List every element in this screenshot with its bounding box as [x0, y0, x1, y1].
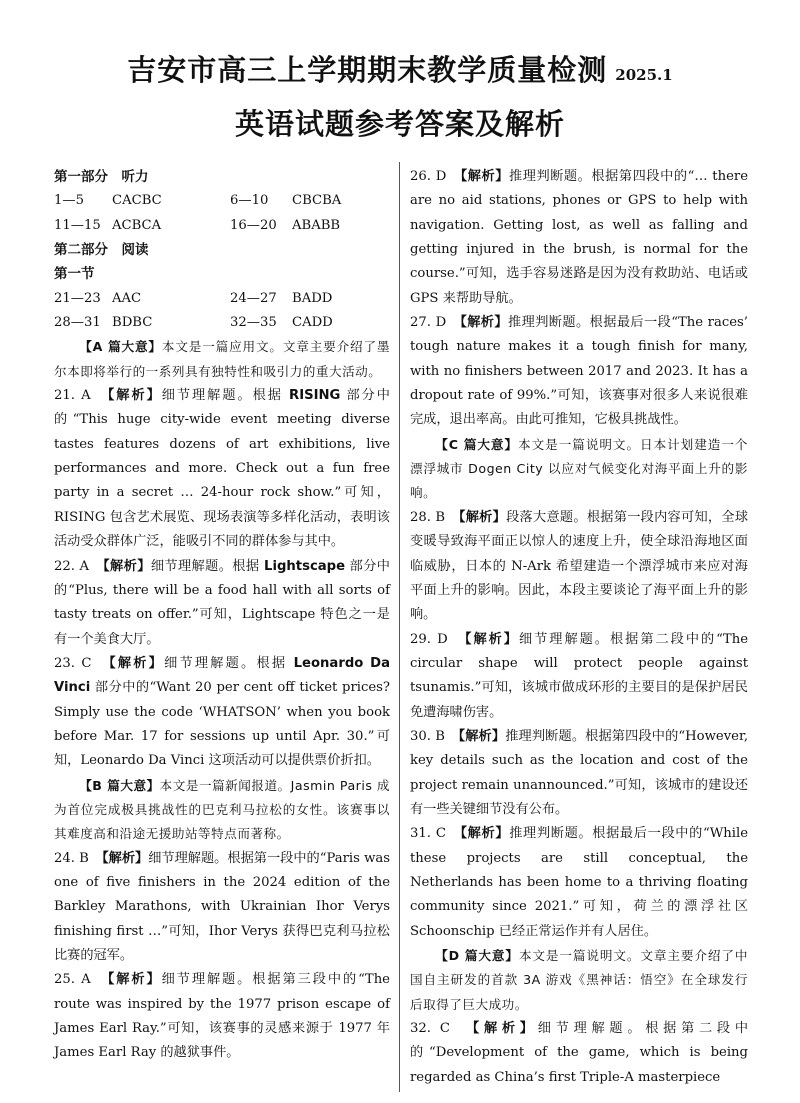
answer-range: 21—23 [54, 290, 101, 306]
q22-tag: 【解析】 [103, 558, 151, 574]
passage-c-summary: 本文是一篇说明文。日本计划建造一个漂浮城市 Dogen City 以应对气候变化对海平面上升的影响。 [410, 436, 748, 501]
passage-c-summary [410, 433, 748, 506]
answer-range: 32—35 [230, 315, 277, 331]
passage-b-summary [54, 774, 390, 847]
q22-kw: Lightscape [264, 558, 346, 574]
passage-d-tag: 【D 篇大意】 [435, 948, 519, 963]
explanation-q29 [410, 628, 748, 725]
explanation-q24 [54, 847, 390, 969]
right-column [410, 165, 748, 1090]
q32-tag: 【解析】 [472, 1021, 538, 1037]
explanation-q30 [410, 725, 748, 822]
explanation-q21 [54, 384, 390, 554]
q26-num: 26. D [410, 169, 447, 184]
passage-a-summary [54, 335, 390, 384]
exam-date: 2025.1 [615, 66, 673, 84]
explanation-q25 [54, 968, 390, 1065]
answer-key: BDBC [112, 315, 153, 331]
q22-post: 部分中的“Plus, there will be a food hall with all sorts of tasty treats on offer.”可知，Lightscape 特色之一是有一个美食大厅。 [54, 558, 390, 647]
answer-range: 28—31 [54, 315, 101, 331]
passage-b-summary: 本文是一篇新闻报道。Jasmin Paris 成为首位完成极具挑战性的巴克利马拉松的女性。该赛事以其难度高和沿途无援助站等特点而著称。 [54, 777, 390, 842]
passage-a-summary: 本文是一篇应用文。文章主要介绍了墨尔本即将举行的一系列具有独特性和吸引力的重大活动。 [54, 339, 391, 379]
answer-key: CADD [292, 315, 333, 331]
q29-num: 29. D [410, 631, 448, 647]
q23-pre: 细节理解题。根据 [164, 655, 294, 671]
passage-d-summary: 本文是一篇说明文。文章主要介绍了中国自主研发的首款 3A 游戏《黑神话：悟空》在全球发行后取得了巨大成功。 [410, 948, 749, 1012]
q25-tag: 【解析】 [107, 972, 162, 988]
q32-num: 32. C [410, 1021, 450, 1037]
section1-heading: 第一节 [54, 266, 95, 283]
q31-num: 31. C [410, 826, 446, 842]
q28-num: 28. B [410, 509, 446, 525]
answer-row [54, 311, 390, 335]
answer-range: 11—15 [54, 217, 101, 233]
q30-num: 30. B [410, 728, 445, 744]
column-divider [399, 162, 400, 1092]
answer-range: 6—10 [230, 193, 269, 209]
q32-text: 细节理解题。根据第二段中的“Development of the game, which is being regarded as China’s first Triple-A masterpiece [410, 1021, 749, 1085]
answer-key: ACBCA [112, 217, 162, 233]
q23-kw: Leonardo Da Vinci [54, 655, 390, 696]
q21-tag: 【解析】 [107, 388, 162, 404]
explanation-q28 [410, 506, 748, 628]
passage-b-tag: 【B 篇大意】 [79, 777, 160, 793]
q21-num: 21. A [54, 388, 91, 404]
q26-tag: 【解析】 [460, 169, 509, 184]
passage-d-summary [410, 944, 748, 1017]
answer-key: ABABB [292, 217, 341, 233]
q27-tag: 【解析】 [460, 315, 508, 331]
q25-num: 25. A [54, 972, 91, 988]
q29-text: 细节理解题。根据第二段中的“The circular shape will protect people against tsunamis.”可知，该城市做成环形的主要目的是保护居民免遭海啸伤害。 [410, 631, 748, 720]
q23-num: 23. C [54, 655, 92, 671]
q28-tag: 【解析】 [458, 509, 507, 525]
explanation-q23 [54, 652, 390, 774]
explanation-q22 [54, 555, 390, 652]
explanation-q26 [410, 165, 748, 311]
q26-text: 推理判断题。根据第四段中的“… there are no aid stations, phones or GPS to help with navigation. Getting lost, as well as falling and getting injured in the brush, is normal for the course.”可知，选手容易迷路是因为没有救助站、电话或 GPS 来帮助导航。 [410, 169, 748, 306]
passage-a-tag: 【A 篇大意】 [79, 339, 162, 355]
q22-num: 22. A [54, 558, 90, 574]
q31-tag: 【解析】 [460, 826, 510, 842]
answer-key: CBCBA [292, 193, 342, 209]
q31-text: 推理判断题。根据最后一段中的“While these projects are still conceptual, the Netherlands has been home to a thriving floating community since 2021.”可知，荷兰的漂浮社区 Schoonschip 已经正常运作并有人居住。 [410, 826, 749, 939]
explanation-q31 [410, 822, 748, 944]
answer-range: 16—20 [230, 217, 277, 233]
part2-heading: 第二部分 阅读 [54, 242, 149, 259]
q24-tag: 【解析】 [102, 850, 149, 866]
answer-row [54, 214, 390, 238]
explanation-q27 [410, 311, 748, 433]
q25-text: 细节理解题。根据第三段中的“The route was inspired by the 1977 prison escape of James Earl Ray.”可知，该赛事的灵感来源于 1977 年 James Earl Ray 的越狱事件。 [54, 972, 390, 1061]
q28-text: 段落大意题。根据第一段内容可知，全球变暖导致海平面正以惊人的速度上升，使全球沿海地区面临威胁，日本的 N-Ark 希望建造一个漂浮城市来应对海平面上升的影响。因此，本段主要谈论了海平面上升的影响。 [410, 509, 749, 623]
q29-tag: 【解析】 [464, 631, 519, 647]
q27-num: 27. D [410, 315, 447, 331]
exam-title: 吉安市高三上学期期末教学质量检测 [127, 53, 608, 87]
page-subtitle: 英语试题参考答案及解析 [234, 107, 565, 141]
q22-pre: 细节理解题。根据 [150, 558, 265, 574]
answer-range: 24—27 [230, 290, 277, 306]
answer-key: CACBC [112, 193, 162, 209]
left-column [54, 165, 390, 1066]
q23-post: 部分中的“Want 20 per cent off ticket prices? Simply use the code ‘WHATSON’ when you book before Mar. 17 for sessions up until Apr. 30.”可知，Leonardo Da Vinci 这项活动可以提供票价折扣。 [54, 680, 390, 769]
q23-tag: 【解析】 [109, 655, 165, 671]
answer-key: BADD [292, 290, 333, 306]
q24-num: 24. B [54, 850, 89, 866]
explanation-q32 [410, 1017, 748, 1090]
answer-row [54, 189, 390, 213]
q21-pre: 细节理解题。根据 [161, 388, 290, 404]
page-title-line1 [0, 48, 800, 89]
q30-tag: 【解析】 [458, 728, 506, 744]
answer-key: AAC [112, 290, 142, 306]
q27-text: 推理判断题。根据最后一段“The races’ tough nature makes it a tough finish for many, with no finishers between 2017 and 2023. It has a dropout rate of 99%.”可知，该赛事对很多人来说很难完成，退出率高。由此可推知，它极具挑战性。 [410, 315, 748, 428]
q21-post: 部分中的“This huge city-wide event meeting diverse tastes features dozens of art exhibitions, live performances and more. Check out a fun free party in a secret … 24-hour rock show.”可知，RISING 包含艺术展览、现场表演等多样化活动，表明该活动受众群体广泛，能吸引不同的群体参与其中。 [54, 388, 390, 550]
part1-heading: 第一部分 听力 [54, 169, 149, 185]
answer-row [54, 287, 390, 311]
q21-kw: RISING [289, 388, 341, 404]
passage-c-tag: 【C 篇大意】 [435, 436, 519, 452]
q30-text: 推理判断题。根据第四段中的“However, key details such as the location and cost of the project remain unannounced.”可知，该城市的建设还有一些关键细节没有公布。 [410, 728, 749, 817]
answer-range: 1—5 [54, 193, 84, 209]
q24-text: 细节理解题。根据第一段中的“Paris was one of five finishers in the 2024 edition of the Barkley Marathons, with Ukrainian Ihor Verys finishing first …”可知，Ihor Verys 获得巴克利马拉松比赛的冠军。 [54, 850, 390, 963]
